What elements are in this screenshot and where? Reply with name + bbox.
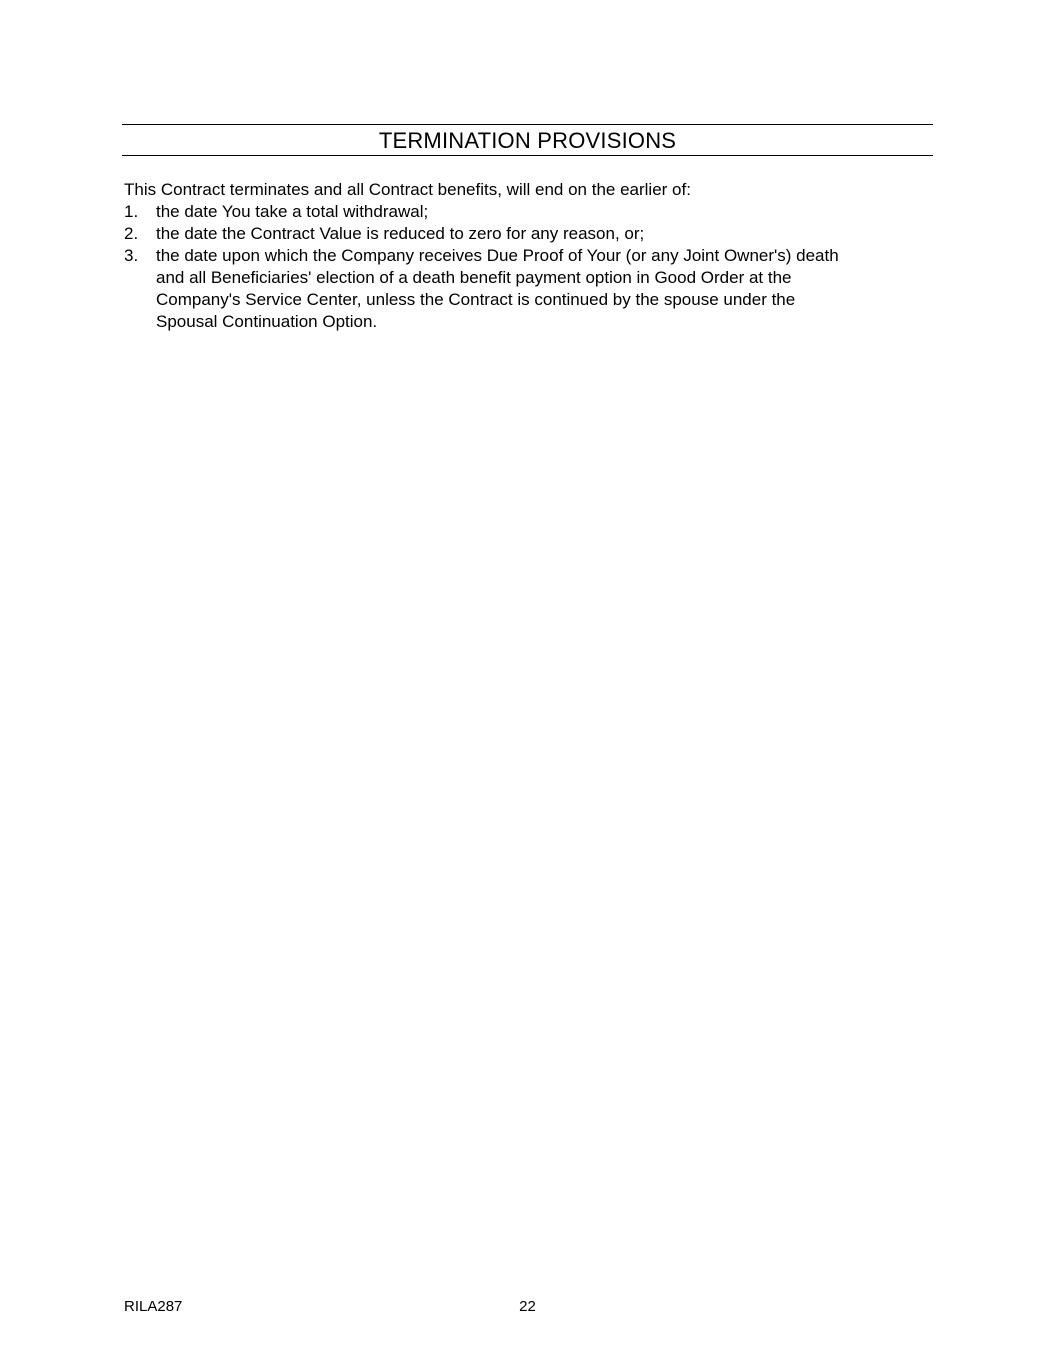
- list-item-number: 1.: [124, 202, 139, 221]
- list-item: [124, 245, 924, 333]
- list-item-number: 3.: [124, 246, 139, 265]
- list-item-text-line: Spousal Continuation Option.: [156, 312, 378, 331]
- list-item-text: [156, 245, 924, 333]
- list-item: [124, 223, 924, 245]
- form-number: RILA287: [124, 1298, 183, 1315]
- list-item: [124, 201, 924, 223]
- list-item-text-line: Company's Service Center, unless the Contract is continued by the spouse under the: [156, 290, 796, 309]
- page-number: 22: [519, 1298, 536, 1315]
- termination-conditions-list: [124, 201, 924, 333]
- section-title: TERMINATION PROVISIONS: [378, 128, 677, 153]
- list-item-number: 2.: [124, 224, 139, 243]
- list-item-text-line: the date upon which the Company receives Due Proof of Your (or any Joint Owner's) death: [156, 246, 839, 265]
- section-header: [122, 124, 933, 156]
- termination-provisions-body: [124, 179, 924, 333]
- list-item-text-line: and all Beneficiaries' election of a death benefit payment option in Good Order at the: [156, 268, 792, 287]
- intro-paragraph: This Contract terminates and all Contract benefits, will end on the earlier of:: [124, 180, 691, 199]
- list-item-text: the date You take a total withdrawal;: [156, 202, 429, 221]
- list-item-text: the date the Contract Value is reduced to zero for any reason, or;: [156, 224, 645, 243]
